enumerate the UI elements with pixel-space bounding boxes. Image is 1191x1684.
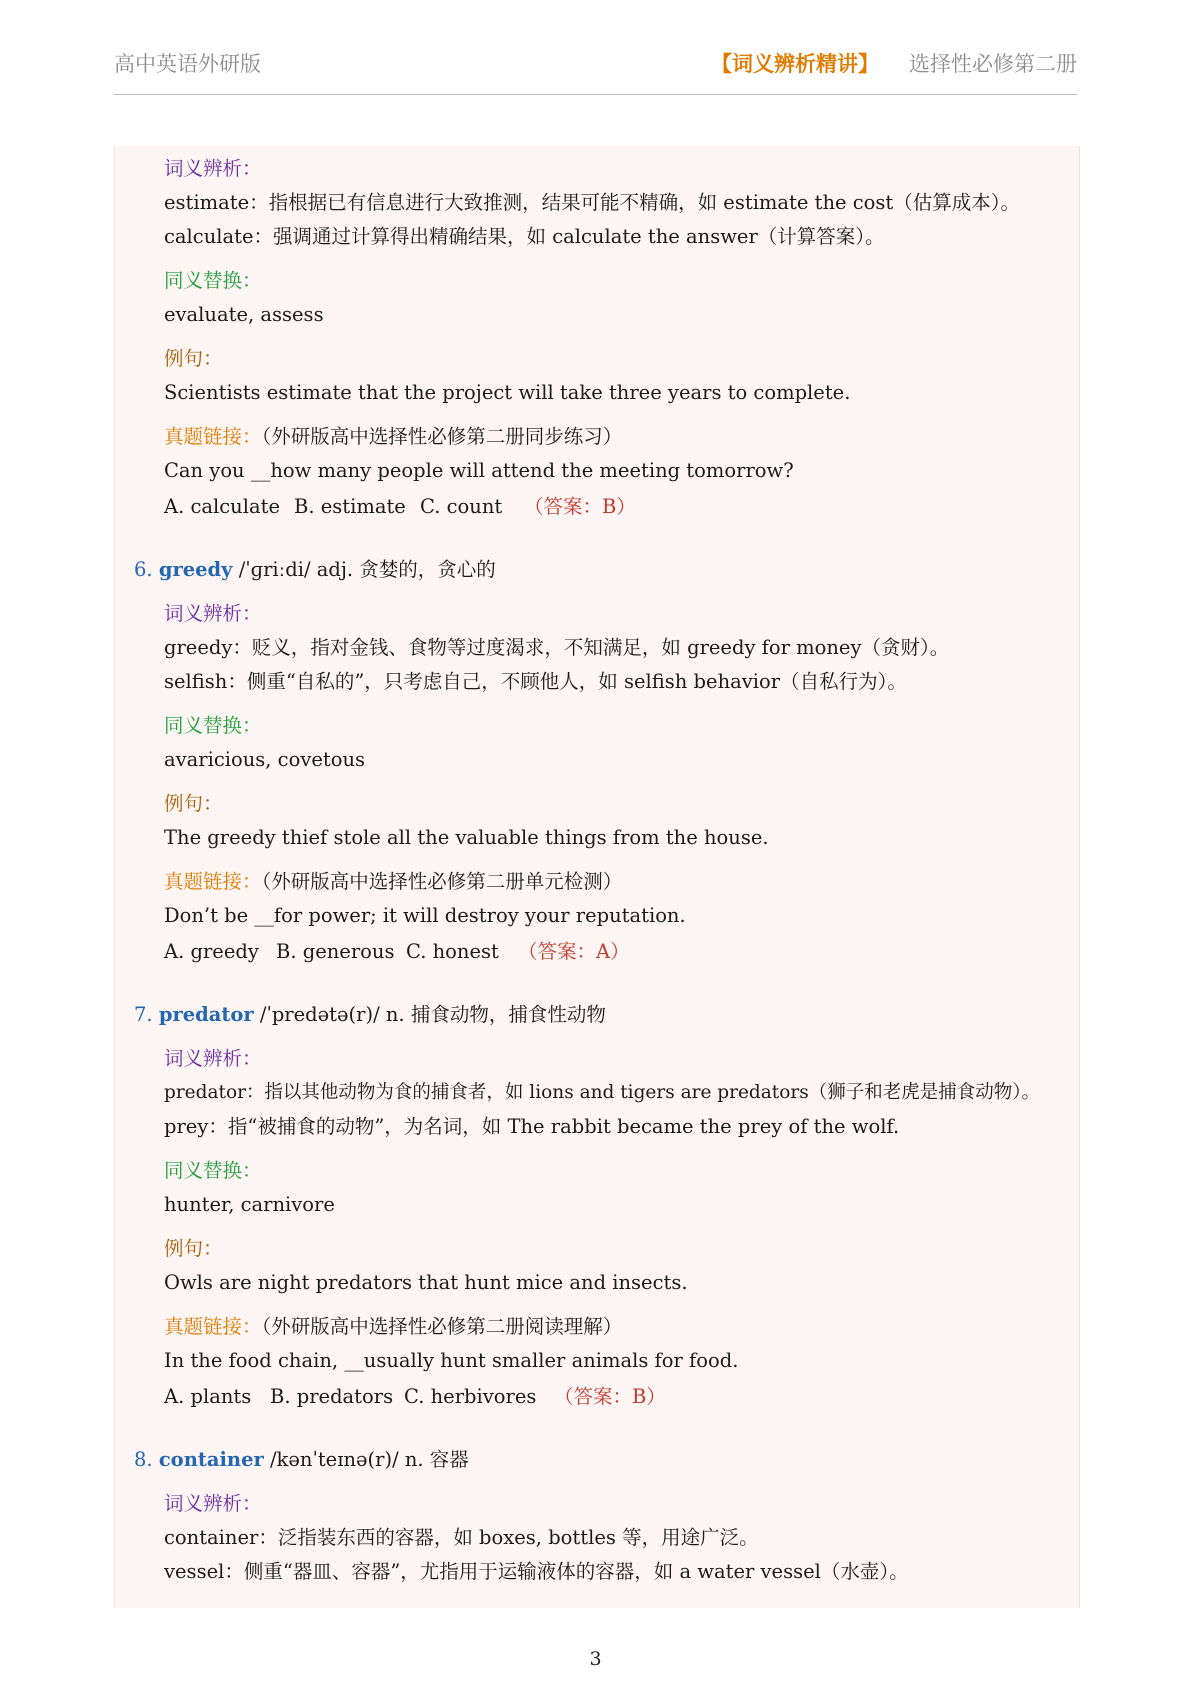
option: C. herbivores [404, 1385, 537, 1408]
exam-question: Can you __how many people will attend the meeting tomorrow? [164, 459, 794, 482]
synonyms-text: hunter, carnivore [164, 1193, 335, 1216]
page-header [114, 44, 1077, 95]
entry-definition: /ˈɡriːdi/ adj. 贪婪的，贪心的 [232, 558, 496, 581]
analysis-line: container：泛指装东西的容器，如 boxes, bottles 等，用途广泛。 [164, 1526, 759, 1549]
example-label: 例句： [164, 347, 223, 370]
analysis-line: calculate：强调通过计算得出精确结果，如 calculate the answer（计算答案）。 [164, 225, 885, 248]
synonyms-label: 同义替换： [164, 1159, 262, 1182]
synonyms-text: evaluate, assess [164, 303, 324, 326]
exam-link [164, 424, 622, 450]
example-sentence: Scientists estimate that the project will take three years to complete. [164, 381, 851, 404]
option: C. count [420, 495, 503, 518]
analysis-label: 词义辨析： [164, 157, 262, 180]
answer: （答案：B） [524, 495, 636, 518]
exam-label: 真题链接： [164, 1315, 262, 1338]
analysis-line: prey：指“被捕食的动物”，为名词，如 The rabbit became the prey of the wolf. [164, 1115, 900, 1138]
analysis-label: 词义辨析： [164, 602, 262, 625]
example-sentence: Owls are night predators that hunt mice and insects. [164, 1271, 688, 1294]
entry-word: predator [158, 1003, 254, 1026]
analysis-line: selfish：侧重“自私的”，只考虑自己，不顾他人，如 selfish behavior（自私行为）。 [164, 670, 907, 693]
header-right [711, 48, 1077, 78]
option: B. generous [276, 940, 395, 963]
example-sentence: The greedy thief stole all the valuable things from the house. [164, 826, 769, 849]
exam-label: 真题链接： [164, 870, 262, 893]
exam-question: Don’t be __for power; it will destroy your reputation. [164, 904, 686, 927]
analysis-line: predator：指以其他动物为食的捕食者，如 lions and tigers are predators（狮子和老虎是捕食动物）。 [164, 1082, 1040, 1103]
example-label: 例句： [164, 1237, 223, 1260]
exam-question: In the food chain, __usually hunt smaller animals for food. [164, 1349, 739, 1372]
exam-options [164, 1384, 666, 1410]
entry-heading [134, 1002, 606, 1028]
exam-options [164, 939, 630, 965]
option: B. estimate [294, 495, 406, 518]
page-number: 3 [589, 1648, 602, 1670]
section-tag: 【词义辨析精讲】 [711, 51, 879, 76]
exam-link [164, 1314, 622, 1340]
entry-heading [134, 557, 496, 583]
entry-number: 8. [134, 1448, 153, 1471]
analysis-line: greedy：贬义，指对金钱、食物等过度渴求，不知满足，如 greedy for money（贪财）。 [164, 636, 950, 659]
option: A. calculate [164, 495, 280, 518]
exam-link [164, 869, 622, 895]
exam-source: （外研版高中选择性必修第二册阅读理解） [261, 1315, 623, 1338]
entry-definition: /ˈpredətə(r)/ n. 捕食动物，捕食性动物 [253, 1003, 606, 1026]
option: A. greedy [164, 940, 259, 963]
option: B. predators [270, 1385, 394, 1408]
entry-number: 7. [134, 1003, 153, 1026]
entry-word: greedy [158, 558, 233, 581]
option: A. plants [164, 1385, 252, 1408]
synonyms-label: 同义替换： [164, 714, 262, 737]
analysis-line: estimate：指根据已有信息进行大致推测，结果可能不精确，如 estimate the cost（估算成本）。 [164, 191, 1021, 214]
entry-definition: /kənˈteɪnə(r)/ n. 容器 [263, 1448, 469, 1471]
analysis-label: 词义辨析： [164, 1047, 262, 1070]
synonyms-text: avaricious, covetous [164, 748, 366, 771]
example-label: 例句： [164, 792, 223, 815]
book-title: 高中英语外研版 [114, 52, 261, 76]
entry-heading [134, 1447, 469, 1473]
synonyms-label: 同义替换： [164, 269, 262, 292]
answer: （答案：A） [518, 940, 630, 963]
analysis-label: 词义辨析： [164, 1492, 262, 1515]
exam-source: （外研版高中选择性必修第二册单元检测） [261, 870, 623, 893]
volume-title: 选择性必修第二册 [909, 52, 1077, 76]
option: C. honest [406, 940, 499, 963]
exam-label: 真题链接： [164, 425, 262, 448]
answer: （答案：B） [554, 1385, 666, 1408]
exam-options [164, 494, 636, 520]
entry-word: container [158, 1448, 264, 1471]
exam-source: （外研版高中选择性必修第二册同步练习） [261, 425, 623, 448]
analysis-line: vessel：侧重“器皿、容器”，尤指用于运输液体的容器，如 a water vessel（水壶）。 [164, 1560, 909, 1583]
entry-number: 6. [134, 558, 153, 581]
